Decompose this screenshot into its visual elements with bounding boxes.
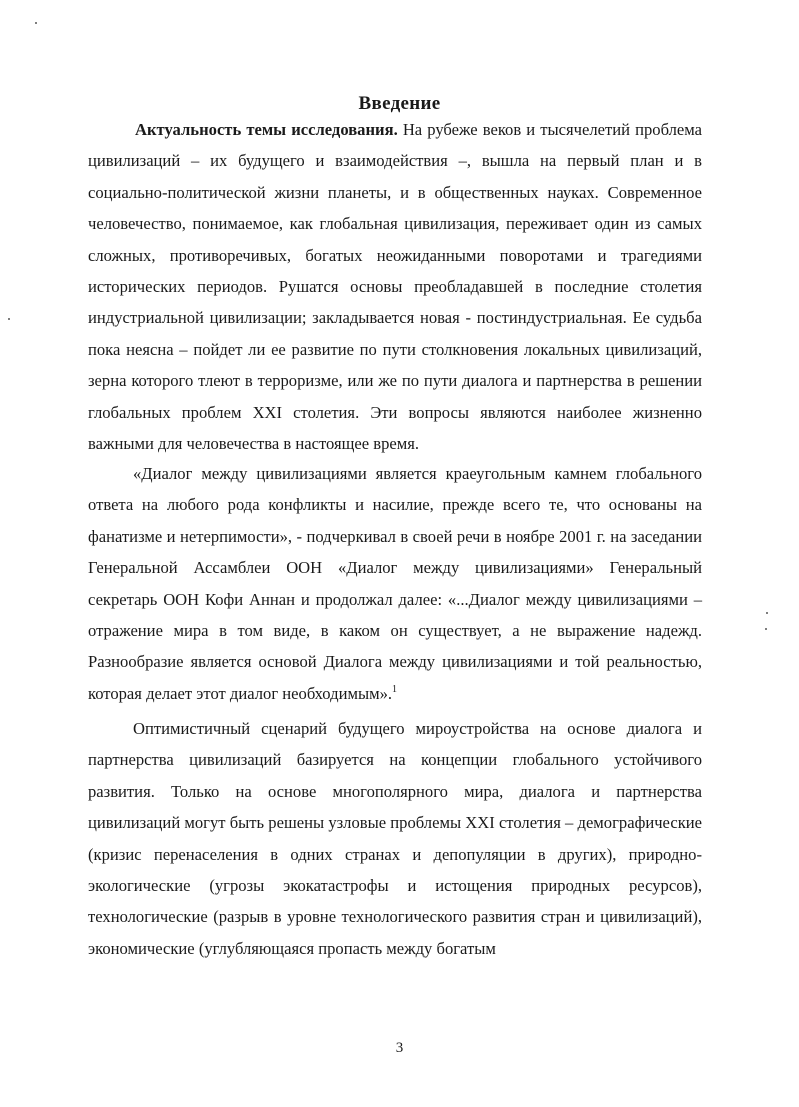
page-title: Введение [358,93,441,114]
paragraph-text: Оптимистичный сценарий будущего мироустройства на основе диалога и партнерства цивилизаций базируется на концепции глобального устойчивого развития. Только на основе многополярного мира, диалога и партнерства цивилизаций могут быть решены узловые проблемы XXI столетия – демографические (кризис перенаселения в одних странах и депопуляции в других), природно-экологические (угрозы экокатастрофы и истощения природных ресурсов), технологические (разрыв в уровне технологического развития стран и цивилизаций), экономические (углубляющаяся пропасть между богатым [88,719,702,958]
paragraph-text: «Диалог между цивилизациями является краеугольным камнем глобального ответа на любого рода конфликты и насилие, прежде всего те, что основаны на фанатизме и нетерпимости», - подчеркивал в своей речи в ноябре 2001 г. на заседании Генеральной Ассамблеи ООН «Диалог между цивилизациями» Генеральный секретарь ООН Кофи Аннан и продолжал далее: «...Диалог между цивилизациями – отражение мира в том виде, в каком он существует, а не выражение надежд. Разнообразие является основой Диалога между цивилизациями и той реальностью, которая делает этот диалог необходимым». [88,464,702,703]
paragraph-lead-heading: Актуальность темы исследования. [135,120,398,139]
scan-speck [8,318,10,320]
paragraph-quote [88,458,702,709]
paragraph-text: На рубеже веков и тысячелетий проблема цивилизаций – их будущего и взаимодействия –, вышла на первый план и в социально-политической жизни планеты, и в общественных науках. Современное человечество, понимаемое, как глобальная цивилизация, переживает один из самых сложных, противоречивых, богатых неожиданными поворотами и трагедиями исторических периодов. Рушатся основы преобладавшей в последние столетия индустриальной цивилизации; закладывается новая - постиндустриальная. Ее судьба пока неясна – пойдет ли ее развитие по пути столкновения локальных цивилизаций, зерна которого тлеют в терроризме, или же по пути диалога и партнерства в решении глобальных проблем XXI столетия. Эти вопросы являются наиболее жизненно важными для человечества в настоящее время. [88,120,702,454]
scan-speck [35,22,37,24]
paragraph-relevance [88,114,702,459]
page-number: 3 [395,1040,404,1056]
scan-speck [766,612,768,614]
paragraph-scenario [88,713,702,964]
scan-speck [765,628,767,630]
footnote-marker: 1 [392,683,398,695]
